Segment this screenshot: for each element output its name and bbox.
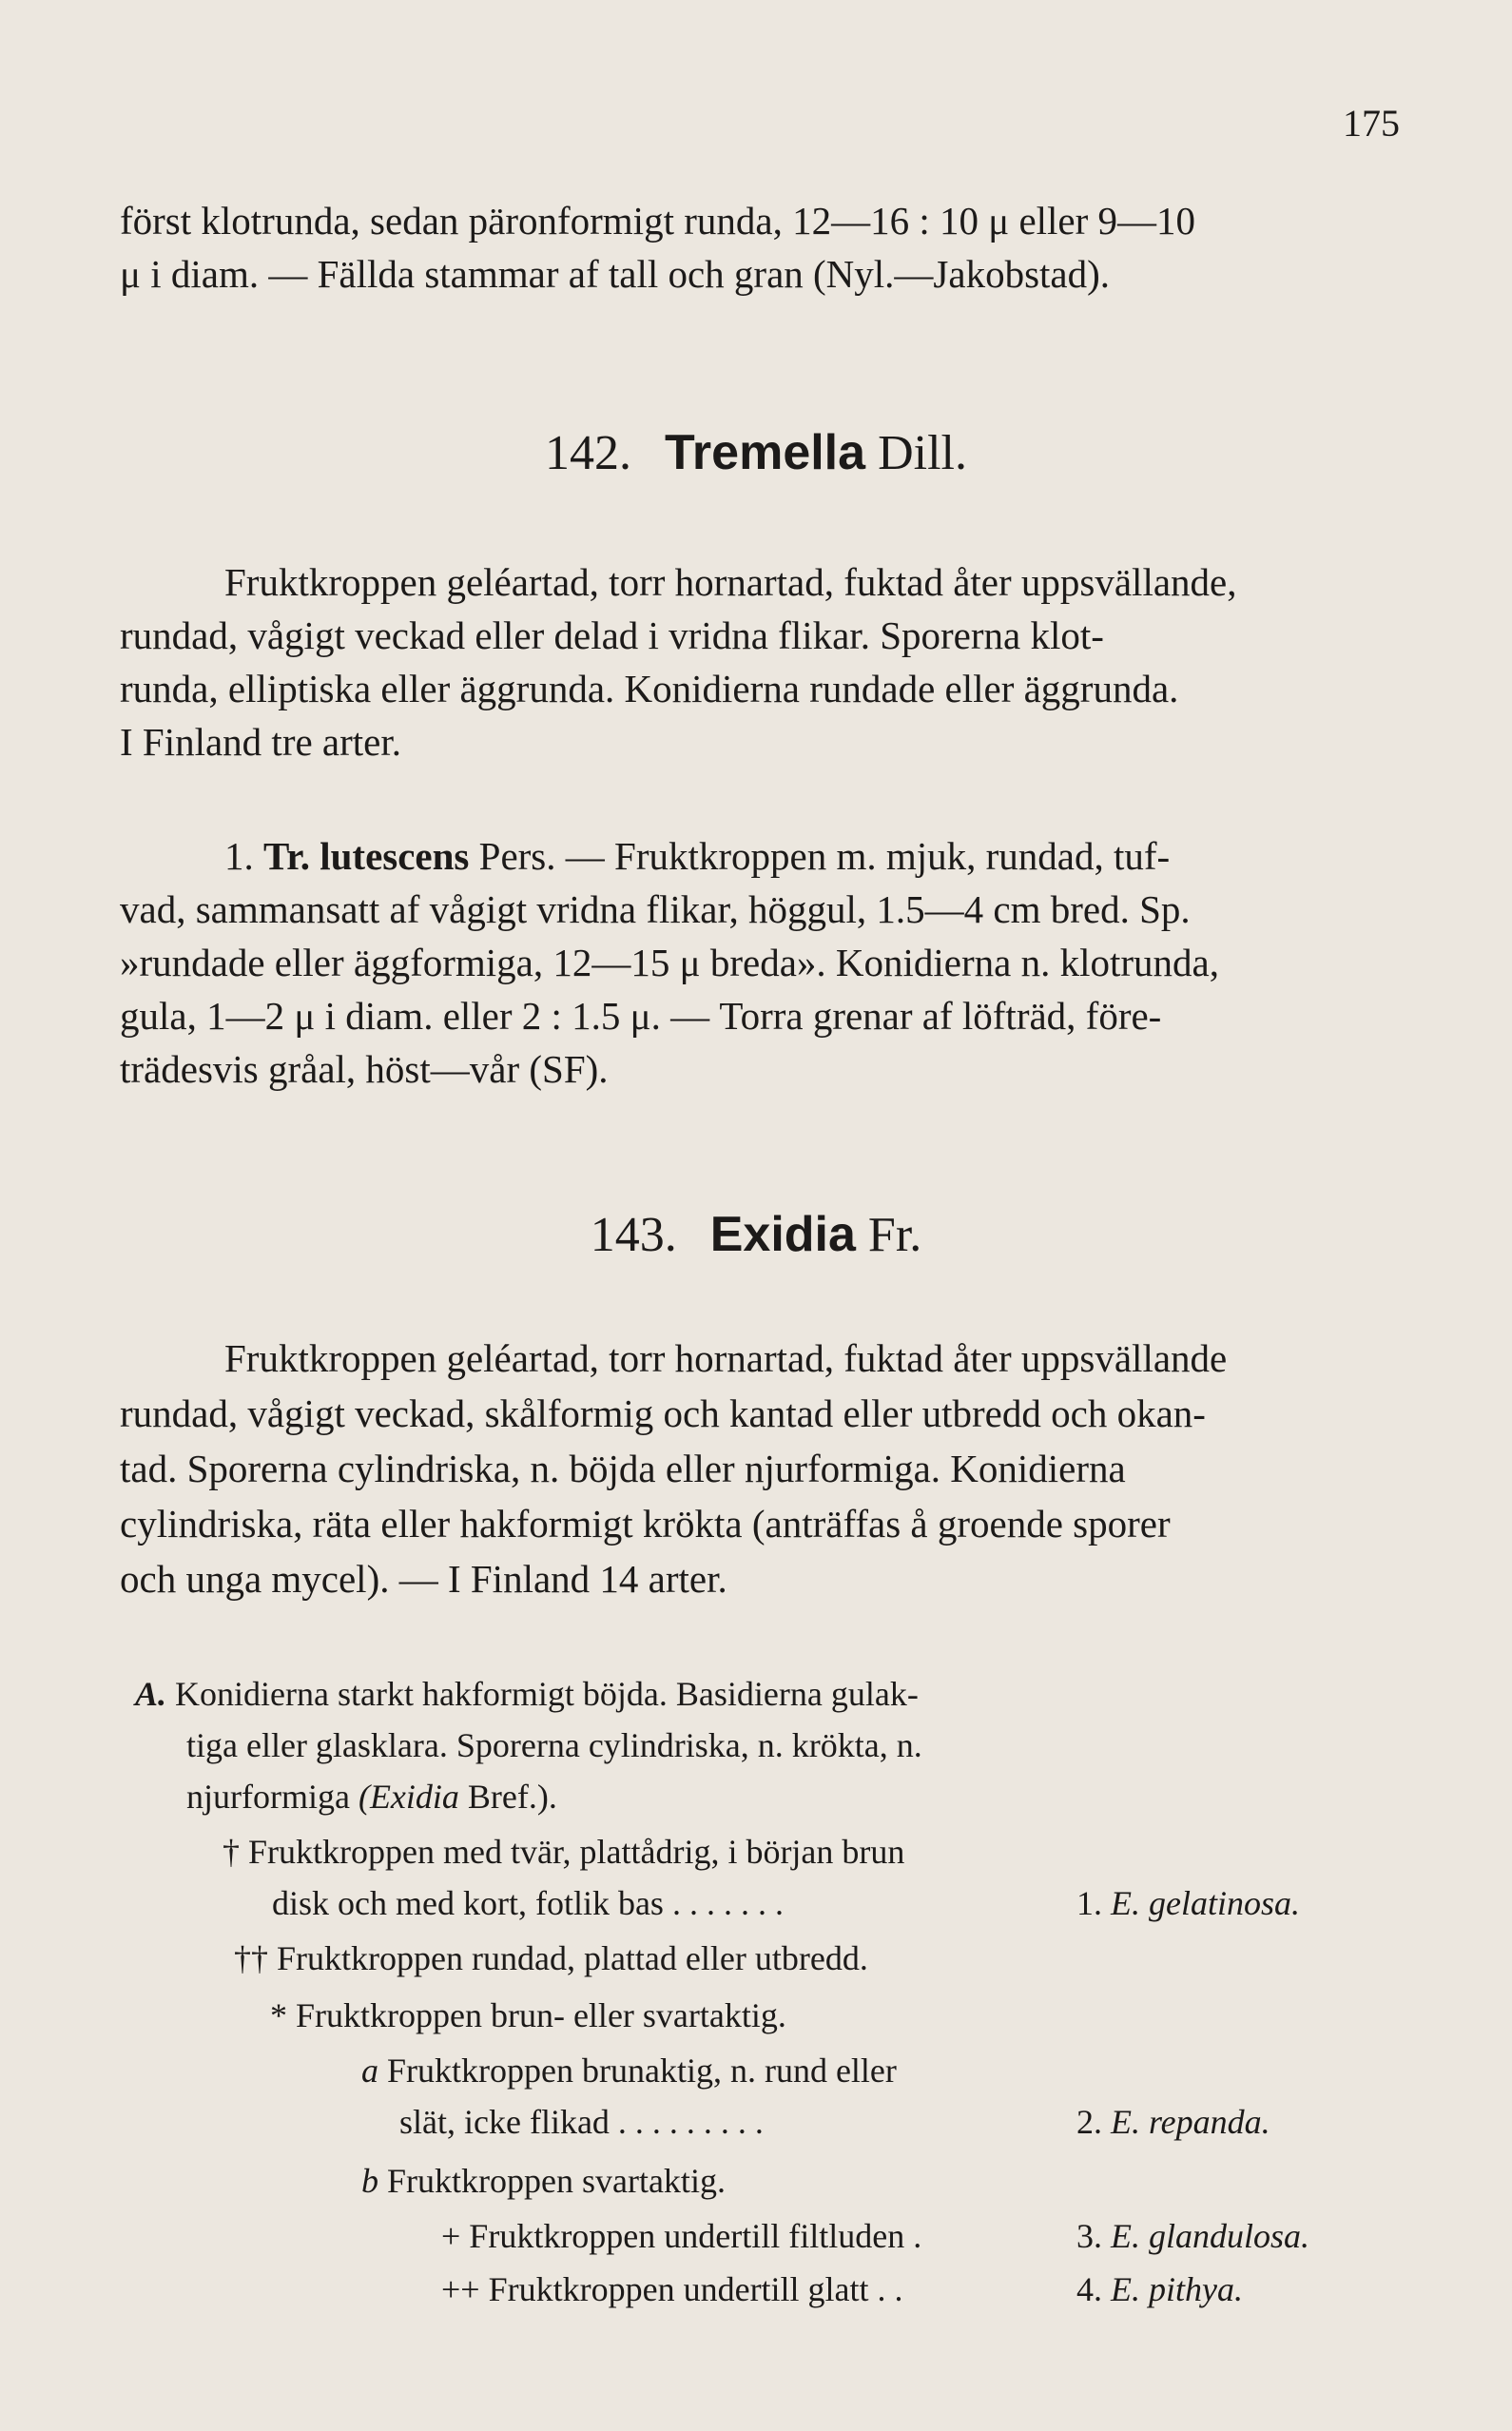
- key-line: [361, 2047, 1512, 2094]
- text-line: Fruktkroppen geléartad, torr hornartad, fuktad åter uppsvällande,: [224, 560, 1237, 604]
- key-line: [441, 2266, 1512, 2313]
- key-line: [135, 1670, 1466, 1718]
- key-text: Konidierna starkt hakformigt böjda. Basidierna gulak-: [175, 1675, 919, 1713]
- key-line: * Fruktkroppen brun- eller svartaktig.: [270, 1996, 786, 2034]
- key-text: Fruktkroppen brunaktig, n. rund eller: [387, 2052, 897, 2090]
- species-number: 1.: [224, 834, 254, 878]
- species-name: Tr. lutescens: [263, 834, 470, 878]
- key-line: †† Fruktkroppen rundad, plattad eller utbredd.: [234, 1939, 868, 1977]
- key-label: b: [361, 2162, 378, 2200]
- genus-author: Fr.: [867, 1208, 922, 1262]
- subgenus-author: Bref.).: [467, 1778, 557, 1816]
- text-line: trädesvis gråal, höst—vår (SF).: [120, 1047, 609, 1091]
- key-line: [272, 1879, 1512, 1927]
- text-line: och unga mycel). — I Finland 14 arter.: [120, 1557, 727, 1601]
- genus-author: Dill.: [878, 426, 967, 480]
- result-species: E. pithya.: [1111, 2270, 1243, 2308]
- result-number: 1.: [1076, 1884, 1102, 1922]
- key-text: njurformiga: [186, 1778, 350, 1816]
- text-line: först klotrunda, sedan päronformigt runda, 12—16 : 10 μ eller 9—10: [120, 199, 1196, 243]
- text-line: tad. Sporerna cylindriska, n. böjda eller njurformiga. Konidierna: [120, 1447, 1126, 1490]
- page-number: 175: [1343, 102, 1400, 145]
- key-line: [441, 2212, 1512, 2260]
- genus-heading: [0, 1206, 1512, 1263]
- genus-number: 142.: [545, 426, 632, 480]
- genus-number: 143.: [590, 1208, 677, 1262]
- text-line: vad, sammansatt af vågigt vridna flikar, höggul, 1.5—4 cm bred. Sp.: [120, 887, 1191, 931]
- genus-heading: [0, 424, 1512, 481]
- result-number: 4.: [1076, 2270, 1102, 2308]
- text-line: rundad, vågigt veckad eller delad i vridna flikar. Sporerna klot-: [120, 613, 1104, 657]
- subgenus-name: (Exidia: [358, 1778, 459, 1816]
- text-line: I Finland tre arter.: [120, 720, 402, 764]
- result-species: E. glandulosa.: [1111, 2217, 1310, 2255]
- result-species: E. gelatinosa.: [1111, 1884, 1300, 1922]
- key-line: [186, 1773, 1512, 1820]
- key-result: [1076, 2212, 1309, 2260]
- key-line: [361, 2157, 1512, 2205]
- key-text: ++ Fruktkroppen undertill glatt . .: [441, 2270, 903, 2308]
- text-line: rundad, vågigt veckad, skålformig och kantad eller utbredd och okan-: [120, 1391, 1206, 1435]
- result-number: 3.: [1076, 2217, 1102, 2255]
- key-result: [1076, 2266, 1243, 2313]
- genus-name: Exidia: [709, 1207, 856, 1262]
- species-text: Pers. — Fruktkroppen m. mjuk, rundad, tuf-: [478, 834, 1171, 878]
- genus-name: Tremella: [665, 425, 866, 480]
- text-line: Fruktkroppen geléartad, torr hornartad, fuktad åter uppsvällande: [224, 1336, 1228, 1380]
- key-result: [1076, 1879, 1300, 1927]
- key-text: + Fruktkroppen undertill filtluden .: [441, 2217, 922, 2255]
- key-text: Fruktkroppen svartaktig.: [387, 2162, 726, 2200]
- key-line: [399, 2098, 1512, 2146]
- key-label: A.: [135, 1675, 167, 1713]
- key-label: a: [361, 2052, 378, 2090]
- text-line: μ i diam. — Fällda stammar af tall och gran (Nyl.—Jakobstad).: [120, 252, 1111, 296]
- key-line: tiga eller glasklara. Sporerna cylindriska, n. krökta, n.: [186, 1726, 922, 1764]
- result-species: E. repanda.: [1111, 2103, 1270, 2141]
- key-text: disk och med kort, fotlik bas . . . . . . .: [272, 1884, 784, 1922]
- text-line: gula, 1—2 μ i diam. eller 2 : 1.5 μ. — Torra grenar af löfträd, före-: [120, 994, 1162, 1038]
- key-line: † Fruktkroppen med tvär, plattådrig, i början brun: [223, 1833, 905, 1871]
- text-line: runda, elliptiska eller äggrunda. Konidierna rundade eller äggrunda.: [120, 667, 1179, 710]
- result-number: 2.: [1076, 2103, 1102, 2141]
- key-text: slät, icke flikad . . . . . . . . .: [399, 2103, 764, 2141]
- species-entry: [224, 829, 1512, 883]
- text-line: »rundade eller äggformiga, 12—15 μ breda». Konidierna n. klotrunda,: [120, 941, 1219, 984]
- text-line: cylindriska, räta eller hakformigt krökta (anträffas å groende sporer: [120, 1502, 1171, 1546]
- key-result: [1076, 2098, 1270, 2146]
